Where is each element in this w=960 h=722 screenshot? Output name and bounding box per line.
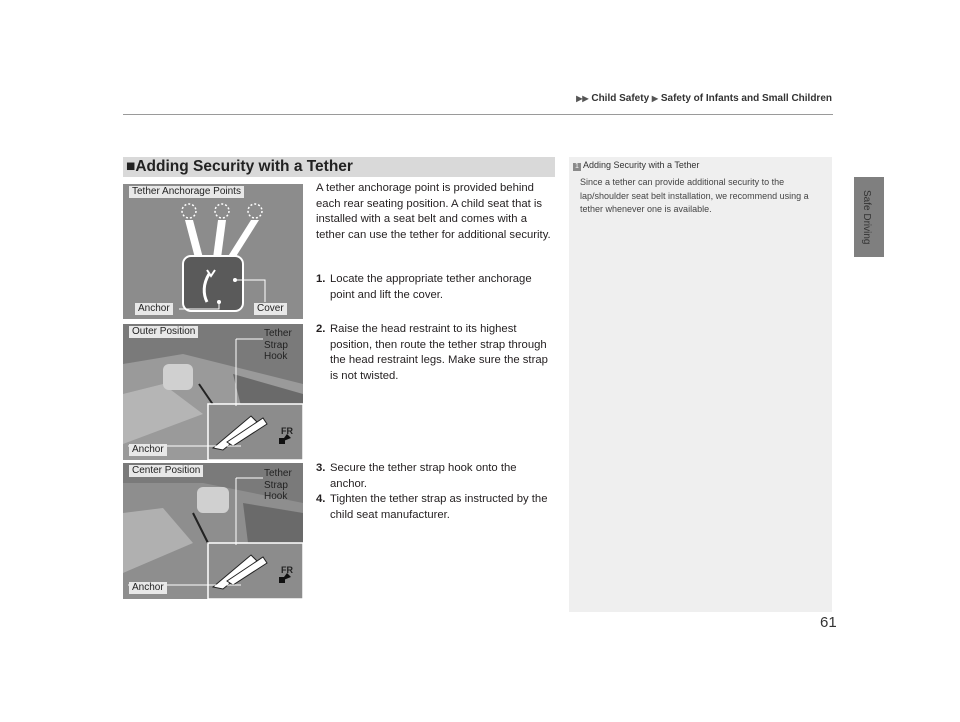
header-divider	[123, 114, 833, 115]
anchor-label: Anchor	[129, 582, 167, 594]
notes-title	[573, 160, 699, 171]
step-1	[316, 272, 556, 303]
double-arrow-icon: ▶▶	[576, 94, 589, 103]
note-number-icon: 1	[573, 163, 581, 171]
tether-strap-hook-label: Tether Strap Hook	[264, 468, 292, 502]
step-text: Secure the tether strap hook onto the anchor.	[330, 462, 517, 490]
front-direction-label: FR	[281, 426, 293, 436]
anchorage-diagram	[123, 184, 303, 319]
breadcrumb-item-safety-infants[interactable]: Safety of Infants and Small Children	[660, 93, 832, 104]
step-2	[316, 322, 556, 384]
arrow-icon: ▶	[651, 94, 659, 103]
breadcrumb-item-child-safety[interactable]: Child Safety	[591, 93, 650, 104]
anchor-label: Anchor	[129, 444, 167, 456]
figure-title: Outer Position	[129, 326, 198, 338]
figure-title: Center Position	[129, 465, 203, 477]
step-text: Tighten the tether strap as instructed by the child seat manufacturer.	[330, 493, 548, 521]
step-3	[316, 461, 556, 492]
cover-label: Cover	[254, 303, 287, 315]
step-text: Raise the head restraint to its highest position, then route the tether strap through the head restraint legs. Make sure the strap is not twisted.	[330, 323, 548, 382]
page-number: 61	[820, 614, 837, 631]
section-title: ■Adding Security with a Tether	[126, 158, 353, 175]
breadcrumb	[576, 93, 832, 104]
notes-panel	[569, 157, 832, 612]
front-direction-label: FR	[281, 565, 293, 575]
side-tab-label: Safe Driving	[861, 190, 872, 245]
figure-outer-position	[123, 324, 303, 460]
figure-center-position	[123, 463, 303, 599]
notes-title-text: Adding Security with a Tether	[583, 160, 700, 170]
tether-strap-hook-label: Tether Strap Hook	[264, 328, 292, 362]
step-text: Locate the appropriate tether anchorage point and lift the cover.	[330, 273, 532, 301]
step-number: 1.	[316, 273, 326, 285]
figure-title: Tether Anchorage Points	[129, 186, 244, 198]
anchor-label: Anchor	[135, 303, 173, 315]
figure-tether-anchorage-points	[123, 184, 303, 319]
step-number: 4.	[316, 493, 326, 505]
step-number: 2.	[316, 323, 326, 335]
step-number: 3.	[316, 462, 326, 474]
notes-body: Since a tether can provide additional security to the lap/shoulder seat belt installation, we recommend using a tether whenever one is available.	[580, 177, 809, 214]
intro-paragraph: A tether anchorage point is provided behind each rear seating position. A child seat that is installed with a seat belt and comes with a tether can use the tether for additional security.	[316, 182, 551, 241]
step-4	[316, 492, 556, 523]
